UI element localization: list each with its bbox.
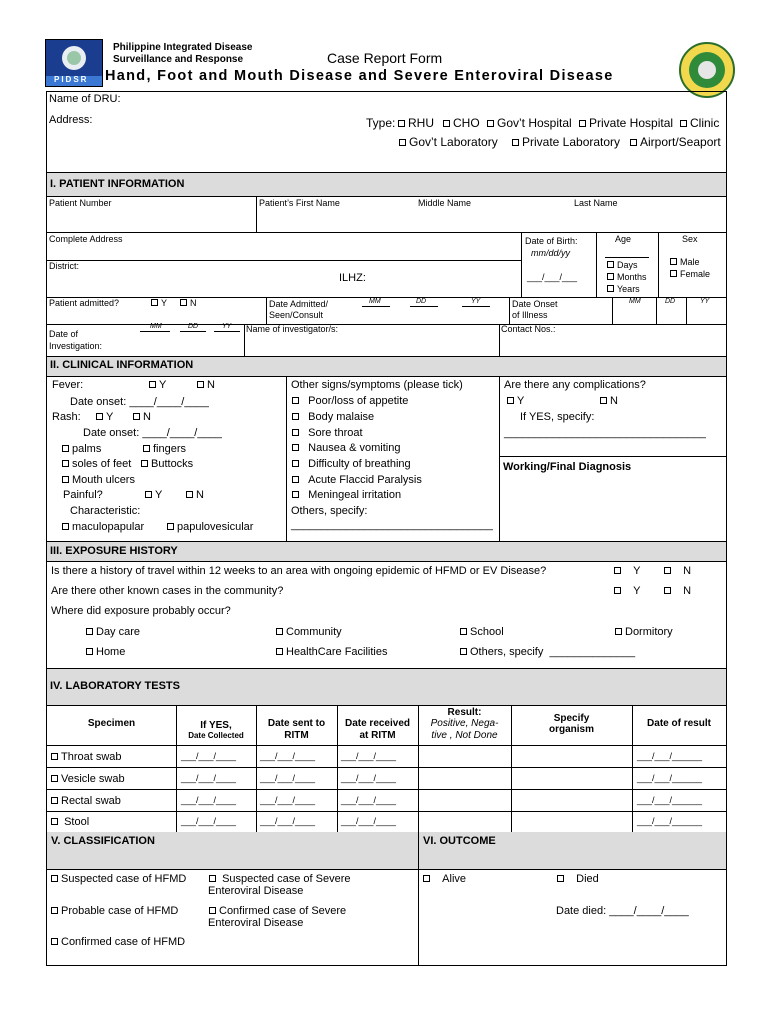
date-onset-label-1: Date Onset: [512, 299, 558, 309]
sex-male[interactable]: Male: [670, 257, 700, 267]
contact-label: Contact Nos.:: [501, 324, 556, 334]
class-suspected-hfmd[interactable]: Suspected case of HFMD: [51, 873, 186, 885]
exposure-q2-yes[interactable]: Y: [614, 585, 641, 597]
class-confirmed-severe-2: Enteroviral Disease: [208, 917, 304, 929]
maculopapular[interactable]: maculopapular: [62, 521, 144, 533]
org-name-line2: Surveillance and Response: [113, 54, 244, 65]
lab-col-date-result: Date of result: [647, 718, 711, 729]
date-admitted-label-1: Date Admitted/: [269, 299, 329, 309]
throat-date-received[interactable]: ___/___/____: [341, 751, 397, 761]
other-signs-title: Other signs/symptoms (please tick): [291, 379, 463, 391]
exposure-others[interactable]: Others, specify ______________: [460, 646, 635, 658]
vesicle-date-received[interactable]: ___/___/____: [341, 773, 397, 783]
exposure-q3: Where did exposure probably occur?: [51, 605, 231, 617]
papulovesicular[interactable]: papulovesicular: [167, 521, 253, 533]
rash-no[interactable]: N: [133, 411, 151, 423]
lab-col-specimen: Specimen: [87, 718, 136, 729]
dru-type-cho[interactable]: CHO: [443, 116, 480, 130]
onset-mm: MM: [629, 298, 641, 305]
dob-format: mm/dd/yy: [531, 248, 571, 258]
rash-yes[interactable]: Y: [96, 411, 113, 423]
exposure-q1-no[interactable]: N: [664, 565, 691, 577]
admitted-yes[interactable]: Y: [151, 298, 167, 308]
fever-label: Fever:: [52, 379, 84, 391]
patient-section-title: I. PATIENT INFORMATION: [50, 178, 185, 190]
outcome-died[interactable]: Died: [557, 873, 599, 885]
complications-yes[interactable]: Y: [507, 395, 524, 407]
rash-buttocks[interactable]: Buttocks: [141, 458, 193, 470]
middle-name-label: Middle Name: [418, 198, 472, 208]
first-name-label: Patient’s First Name: [259, 198, 340, 208]
patient-admitted-label: Patient admitted?: [49, 298, 120, 308]
stool-date-collected[interactable]: ___/___/____: [181, 816, 237, 826]
outcome-section-title: VI. OUTCOME: [423, 835, 496, 847]
exposure-section-title: III. EXPOSURE HISTORY: [50, 545, 178, 557]
stool-date-sent[interactable]: ___/___/____: [260, 816, 316, 826]
symptom-malaise[interactable]: Body malaise: [292, 411, 374, 423]
others-specify-label: Others, specify:: [291, 505, 368, 517]
exposure-school[interactable]: School: [460, 626, 504, 638]
age-label: Age: [615, 234, 632, 244]
age-days[interactable]: Days: [607, 260, 638, 270]
doh-seal-icon: [679, 42, 735, 98]
symptom-breathing[interactable]: Difficulty of breathing: [292, 458, 411, 470]
class-confirmed-severe[interactable]: Confirmed case of Severe: [209, 905, 346, 917]
logo-text: PIDSR: [54, 75, 89, 84]
symptom-afp[interactable]: Acute Flaccid Paralysis: [292, 474, 422, 486]
lab-throat-swab[interactable]: Throat swab: [51, 751, 122, 763]
invest-yy: YY: [222, 323, 232, 330]
rectal-date-collected[interactable]: ___/___/____: [181, 795, 237, 805]
dru-type-clinic[interactable]: Clinic: [680, 116, 719, 130]
date-admitted-label-2: Seen/Consult: [269, 310, 324, 320]
exposure-q1: Is there a history of travel within 12 weeks to an area with ongoing epidemic of HFMD or EV Disease?: [51, 565, 547, 577]
exposure-healthcare[interactable]: HealthCare Facilities: [276, 646, 387, 658]
lab-col-received-2: at RITM: [359, 730, 396, 741]
fever-date-onset[interactable]: Date onset: ____/____/____: [70, 396, 209, 408]
sex-label: Sex: [682, 234, 698, 244]
diagnosis-label: Working/Final Diagnosis: [503, 461, 632, 473]
dru-type-govt-lab[interactable]: Gov’t Laboratory: [399, 135, 498, 149]
date-onset-label-2: of Illness: [512, 310, 548, 320]
painful-no[interactable]: N: [186, 489, 204, 501]
lab-col-organism-1: Specify: [553, 713, 590, 724]
lab-col-sent-2: RITM: [284, 730, 309, 741]
invest-dd: DD: [188, 323, 199, 330]
fever-no[interactable]: N: [197, 379, 215, 391]
painful-label: Painful?: [63, 489, 103, 501]
dru-type-private-hospital[interactable]: Private Hospital: [579, 116, 673, 130]
class-suspected-severe[interactable]: Suspected case of Severe: [209, 873, 350, 885]
admitted-mm: MM: [369, 298, 381, 305]
dob-blank[interactable]: ___/___/___: [527, 272, 578, 282]
exposure-q2-no[interactable]: N: [664, 585, 691, 597]
complications-specify-blank[interactable]: _________________________________: [504, 427, 706, 439]
dru-address-label: Address:: [49, 114, 93, 126]
admitted-dd: DD: [416, 298, 427, 305]
vesicle-date-collected[interactable]: ___/___/____: [181, 773, 237, 783]
rectal-date-sent[interactable]: ___/___/____: [260, 795, 316, 805]
characteristic-label: Characteristic:: [70, 505, 141, 517]
rash-palms[interactable]: palms: [62, 443, 101, 455]
lab-col-organism-2: organism: [548, 724, 594, 735]
doh-seal: [679, 42, 735, 98]
investigator-label: Name of investigator/s:: [246, 324, 339, 334]
complications-specify-label: If YES, specify:: [520, 411, 595, 423]
vesicle-date-sent[interactable]: ___/___/____: [260, 773, 316, 783]
stool-date-result[interactable]: ___/___/______: [637, 816, 703, 826]
dru-type-rhu[interactable]: RHU: [398, 116, 434, 130]
rash-fingers[interactable]: fingers: [143, 443, 186, 455]
dru-type-label: Type:: [366, 116, 396, 130]
others-specify-blank[interactable]: _________________________________: [291, 519, 493, 531]
lab-col-received-1: Date received: [344, 718, 411, 729]
exposure-daycare[interactable]: Day care: [86, 626, 140, 638]
class-confirmed-hfmd[interactable]: Confirmed case of HFMD: [51, 936, 185, 948]
ilhz-label: ILHZ:: [339, 272, 366, 284]
lab-col-ifyes: If YES,: [200, 720, 232, 731]
symptom-nausea[interactable]: Nausea & vomiting: [292, 442, 400, 454]
clinical-section-title: II. CLINICAL INFORMATION: [50, 359, 194, 371]
rectal-date-result[interactable]: ___/___/______: [637, 795, 703, 805]
exposure-dormitory[interactable]: Dormitory: [615, 626, 673, 638]
complete-address-label: Complete Address: [49, 234, 123, 244]
age-months[interactable]: Months: [607, 272, 647, 282]
exposure-q1-yes[interactable]: Y: [614, 565, 641, 577]
lab-vesicle-swab[interactable]: Vesicle swab: [51, 773, 125, 785]
throat-date-sent[interactable]: ___/___/____: [260, 751, 316, 761]
outcome-alive[interactable]: Alive: [423, 873, 466, 885]
date-investigation-label-1: Date of: [49, 329, 79, 339]
form-title: Hand, Foot and Mouth Disease and Severe Enteroviral Disease: [105, 68, 614, 84]
lab-col-result-3: tive , Not Done: [431, 730, 498, 741]
fever-yes[interactable]: Y: [149, 379, 166, 391]
dob-label: Date of Birth:: [525, 236, 578, 246]
patient-number-label: Patient Number: [49, 198, 112, 208]
throat-date-collected[interactable]: ___/___/____: [181, 751, 237, 761]
exposure-home[interactable]: Home: [86, 646, 125, 658]
admitted-no[interactable]: N: [180, 298, 197, 308]
admitted-yy: YY: [471, 298, 481, 305]
org-name-line1: Philippine Integrated Disease: [113, 42, 253, 53]
district-label: District:: [49, 261, 79, 271]
date-investigation-label-2: Investigation:: [49, 341, 103, 351]
lab-section-title: IV. LABORATORY TESTS: [50, 680, 180, 692]
sex-female[interactable]: Female: [670, 269, 710, 279]
mouth-ulcers[interactable]: Mouth ulcers: [62, 474, 135, 486]
rectal-date-received[interactable]: ___/___/____: [341, 795, 397, 805]
onset-dd: DD: [665, 298, 676, 305]
class-suspected-severe-2: Enteroviral Disease: [208, 885, 304, 897]
throat-date-result[interactable]: ___/___/______: [637, 751, 703, 761]
lab-col-result-1: Result:: [447, 707, 482, 718]
complications-no[interactable]: N: [600, 395, 618, 407]
pidsr-logo: [45, 39, 103, 87]
symptom-appetite[interactable]: Poor/loss of appetite: [292, 395, 408, 407]
lab-col-sent-1: Date sent to: [267, 718, 326, 729]
age-years[interactable]: Years: [607, 284, 640, 294]
rash-label: Rash:: [52, 411, 81, 423]
rash-soles[interactable]: soles of feet: [62, 458, 131, 470]
dru-name-label: Name of DRU:: [49, 93, 121, 105]
exposure-community[interactable]: Community: [276, 626, 342, 638]
exposure-q2: Are there other known cases in the community?: [51, 585, 284, 597]
dru-type-govt-hospital[interactable]: Gov’t Hospital: [487, 116, 572, 130]
form-type: Case Report Form: [327, 50, 443, 66]
lab-stool[interactable]: Stool: [51, 816, 89, 828]
painful-yes[interactable]: Y: [145, 489, 162, 501]
onset-yy: YY: [700, 298, 710, 305]
vesicle-date-result[interactable]: ___/___/______: [637, 773, 703, 783]
dru-type-private-lab[interactable]: Private Laboratory: [512, 135, 620, 149]
date-died[interactable]: Date died: ____/____/____: [556, 905, 689, 917]
stool-date-received[interactable]: ___/___/____: [341, 816, 397, 826]
lab-col-date-collected: Date Collected: [188, 731, 244, 740]
dru-type-airport[interactable]: Airport/Seaport: [630, 135, 721, 149]
complications-question: Are there any complications?: [504, 379, 646, 391]
last-name-label: Last Name: [574, 198, 618, 208]
symptom-sore-throat[interactable]: Sore throat: [292, 427, 363, 439]
lab-rectal-swab[interactable]: Rectal swab: [51, 795, 121, 807]
classification-section-title: V. CLASSIFICATION: [51, 835, 155, 847]
rash-date-onset[interactable]: Date onset: ____/____/____: [83, 427, 222, 439]
symptom-meningeal[interactable]: Meningeal irritation: [292, 489, 401, 501]
class-probable-hfmd[interactable]: Probable case of HFMD: [51, 905, 178, 917]
invest-mm: MM: [150, 323, 162, 330]
lab-col-result-2: Positive, Nega-: [430, 718, 499, 729]
